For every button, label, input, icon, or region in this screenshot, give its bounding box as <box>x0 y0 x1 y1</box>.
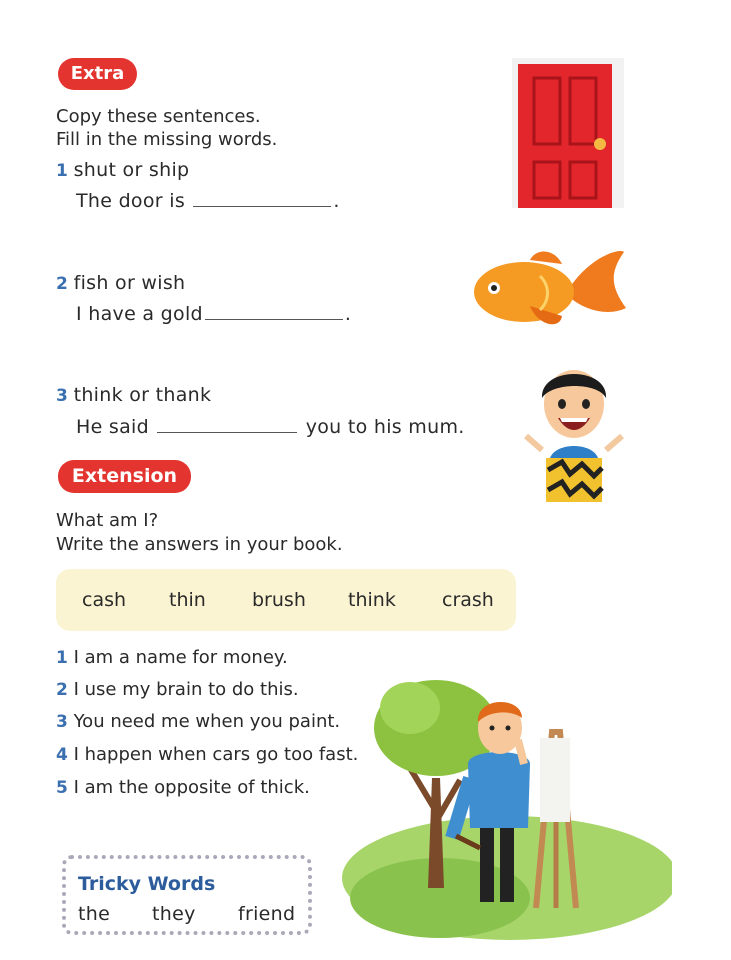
clue-number: 2 <box>56 680 68 700</box>
sentence-end: . <box>344 303 352 325</box>
option-words: think or thank <box>73 384 212 406</box>
option-words: shut or ship <box>73 159 190 181</box>
clue-text: You need me when you paint. <box>73 711 341 732</box>
word-bank <box>56 569 516 631</box>
word-bank-word: think <box>348 589 396 611</box>
word-bank-word: crash <box>442 589 494 611</box>
extra-item-1-options <box>56 159 189 182</box>
extension-instruction-2: Write the answers in your book. <box>56 534 343 555</box>
clue-text: I happen when cars go too fast. <box>73 744 359 765</box>
tricky-word: they <box>152 903 196 925</box>
sentence-end: . <box>333 190 340 212</box>
clue-4 <box>56 744 358 766</box>
clue-number: 5 <box>56 778 68 798</box>
door-illustration <box>512 58 624 208</box>
boy-illustration <box>518 360 630 508</box>
extra-instruction-1: Copy these sentences. <box>56 106 261 127</box>
extension-badge: Extension <box>58 460 191 493</box>
tricky-words-box <box>62 855 312 935</box>
word-bank-word: brush <box>252 589 306 611</box>
painter-boy-illustration <box>340 668 672 950</box>
clue-text: I am a name for money. <box>73 647 288 668</box>
item-number: 2 <box>56 274 68 294</box>
extra-item-2-options <box>56 272 185 295</box>
goldfish-illustration <box>470 246 628 336</box>
sentence-start: He said <box>76 416 149 438</box>
tricky-words-title: Tricky Words <box>78 873 216 895</box>
item-number: 3 <box>56 386 68 406</box>
sentence-end: you to his mum. <box>305 416 465 438</box>
tricky-word: friend <box>238 903 296 925</box>
sentence-start: The door is <box>76 190 186 212</box>
option-words: fish or wish <box>73 272 186 294</box>
extra-item-2-sentence <box>76 303 351 325</box>
answer-blank <box>157 416 297 433</box>
extra-item-3-sentence <box>76 416 465 438</box>
item-number: 1 <box>56 161 68 181</box>
clue-number: 1 <box>56 648 68 668</box>
sentence-start: I have a gold <box>76 303 203 325</box>
answer-blank <box>205 303 343 320</box>
clue-text: I use my brain to do this. <box>73 679 299 700</box>
clue-3 <box>56 711 340 733</box>
clue-5 <box>56 777 310 799</box>
extra-item-1-sentence <box>76 190 340 212</box>
clue-1 <box>56 647 288 669</box>
clue-number: 4 <box>56 745 68 765</box>
clue-text: I am the opposite of thick. <box>73 777 310 798</box>
extension-instruction-1: What am I? <box>56 510 159 531</box>
tricky-word: the <box>78 903 111 925</box>
clue-2 <box>56 679 299 701</box>
extra-item-3-options <box>56 384 211 407</box>
word-bank-word: thin <box>169 589 206 611</box>
word-bank-word: cash <box>82 589 127 611</box>
extra-badge: Extra <box>58 58 137 90</box>
extra-instruction-2: Fill in the missing words. <box>56 129 278 150</box>
clue-number: 3 <box>56 712 68 732</box>
answer-blank <box>193 190 331 207</box>
